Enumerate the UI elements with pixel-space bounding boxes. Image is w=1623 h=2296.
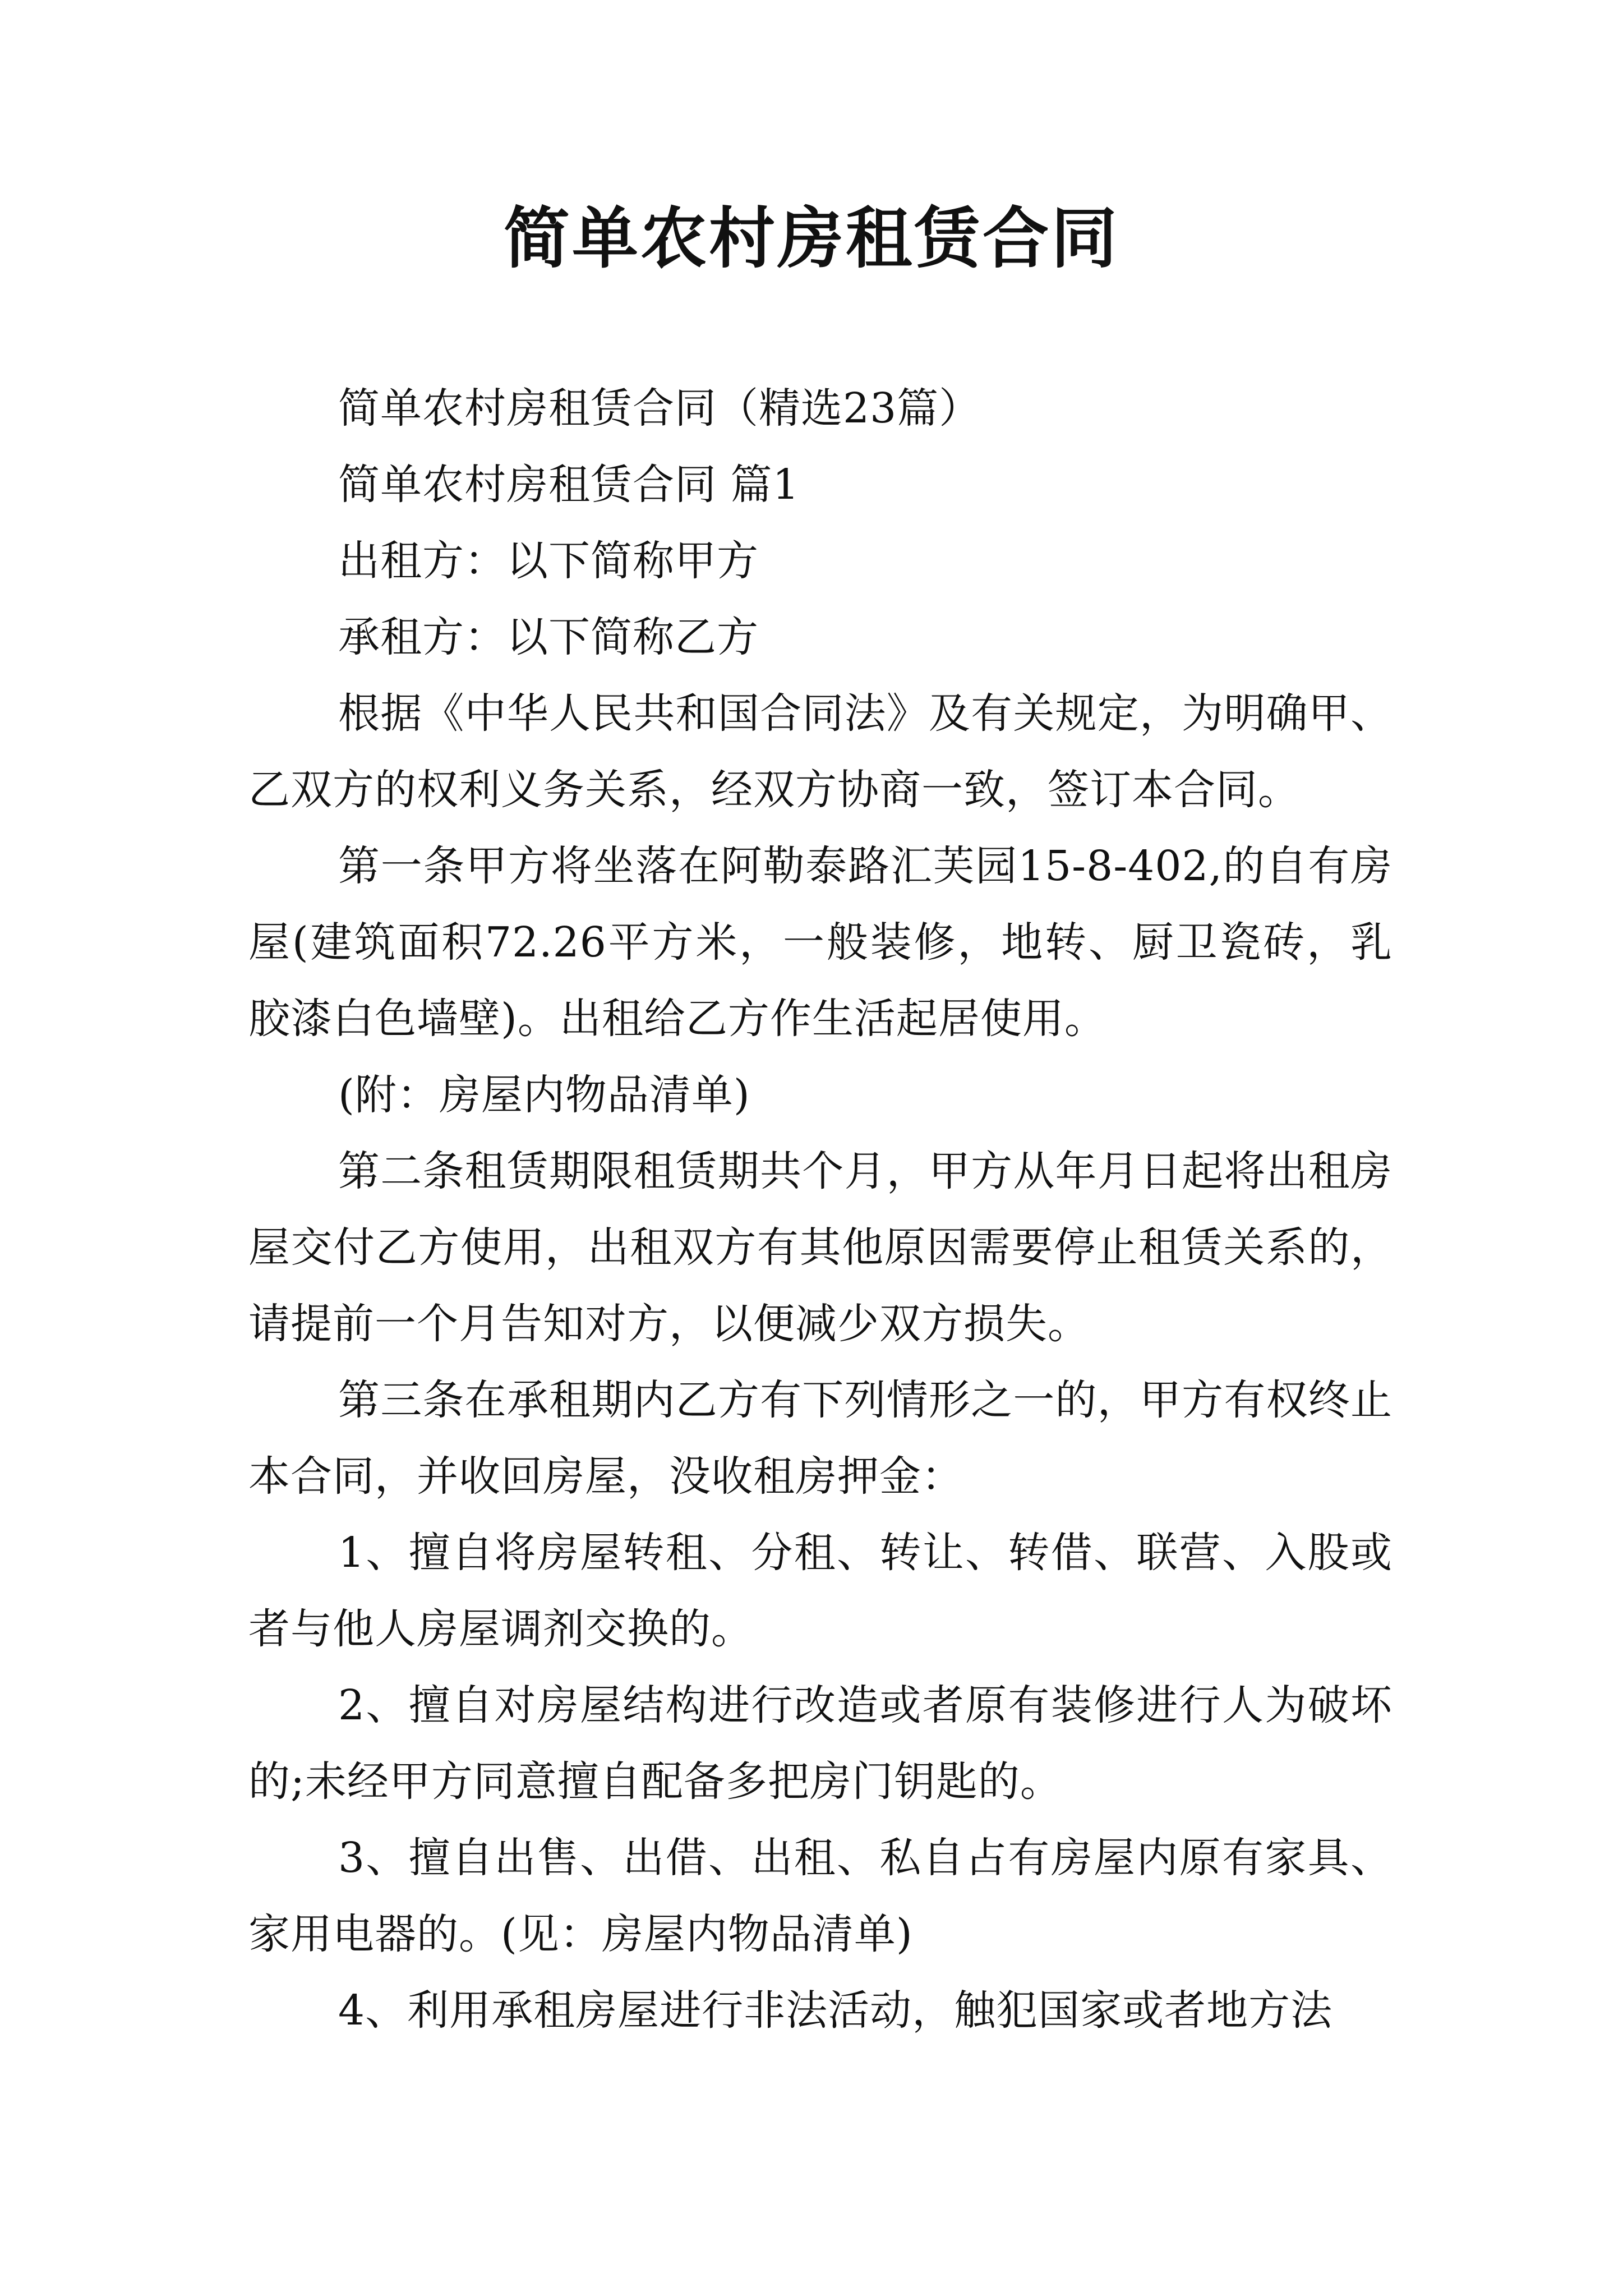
paragraph-item-2: 2、擅自对房屋结构进行改造或者原有装修进行人为破坏的;未经甲方同意擅自配备多把房门钥匙的。 — [248, 1681, 1393, 1806]
paragraph-item-4: 4、利用承租房屋进行非法活动，触犯国家或者地方法 — [338, 1986, 1333, 2035]
paragraph-lessor: 出租方：以下简称甲方 — [338, 537, 759, 585]
paragraph-item-1: 1、擅自将房屋转租、分租、转让、转借、联营、入股或者与他人房屋调剂交换的。 — [248, 1529, 1393, 1653]
document-title: 简单农村房租赁合同 — [503, 199, 1119, 277]
paragraph-attachment-note: (附：房屋内物品清单) — [338, 1071, 750, 1119]
document-body — [248, 370, 1393, 2049]
paragraph-article-3: 第三条在承租期内乙方有下列情形之一的，甲方有权终止本合同，并收回房屋，没收租房押金： — [248, 1376, 1393, 1501]
paragraph-lessee: 承租方：以下简称乙方 — [338, 613, 759, 661]
paragraph-article-2: 第二条租赁期限租赁期共个月，甲方从年月日起将出租房屋交付乙方使用，出租双方有其他原因需要停止租赁关系的，请提前一个月告知对方，以便减少双方损失。 — [248, 1147, 1393, 1348]
paragraph-preamble: 根据《中华人民共和国合同法》及有关规定，为明确甲、乙双方的权利义务关系，经双方协商一致，签订本合同。 — [248, 689, 1393, 814]
paragraph-article-1: 第一条甲方将坐落在阿勒泰路汇芙园15-8-402,的自有房屋(建筑面积72.26平方米，一般装修，地转、厨卫瓷砖，乳胶漆白色墙壁)。出租给乙方作生活起居使用。 — [248, 842, 1393, 1043]
paragraph-subtitle: 简单农村房租赁合同（精选23篇） — [338, 384, 981, 432]
paragraph-item-3: 3、擅自出售、出借、出租、私自占有房屋内原有家具、家用电器的。(见：房屋内物品清单) — [248, 1834, 1393, 1958]
paragraph-section-heading: 简单农村房租赁合同 篇1 — [338, 461, 800, 509]
